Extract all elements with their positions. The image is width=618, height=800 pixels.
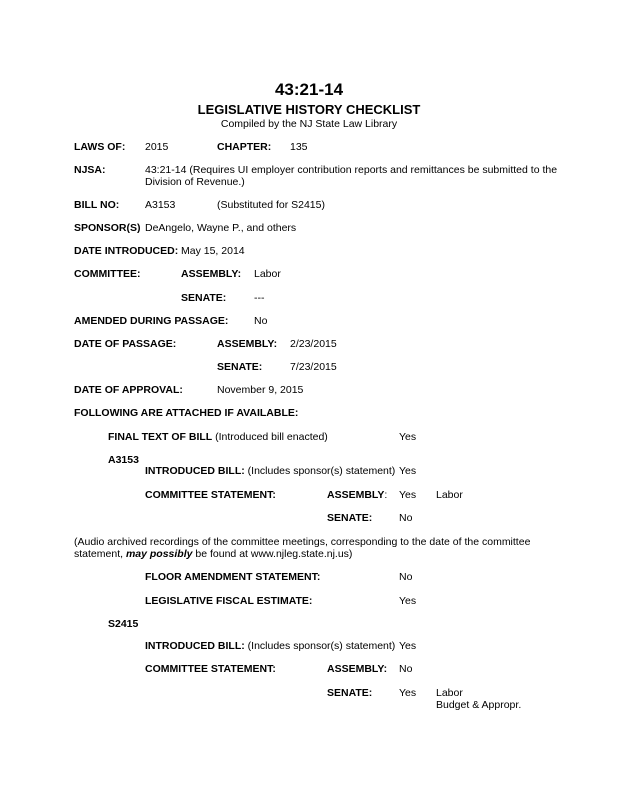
document-title: LEGISLATIVE HISTORY CHECKLIST	[197, 102, 421, 117]
committee-assembly-label: ASSEMBLY:	[181, 268, 242, 280]
a3153-assembly-value: Yes	[399, 489, 417, 501]
passage-label: DATE OF PASSAGE:	[74, 338, 177, 350]
fiscal-estimate-value: Yes	[399, 595, 417, 607]
a3153-committee-stmt-label: COMMITTEE STATEMENT:	[145, 489, 276, 501]
s2415-senate-value: Yes	[399, 687, 417, 699]
audio-note-pre: statement,	[74, 548, 126, 560]
date-introduced-value: May 15, 2014	[181, 245, 245, 257]
s2415-introduced-label: INTRODUCED BILL:	[145, 640, 245, 652]
sponsors-value: DeAngelo, Wayne P., and others	[145, 222, 297, 234]
bill-no-label: BILL NO:	[74, 199, 120, 211]
floor-amendment-value: No	[399, 571, 413, 583]
audio-note-post: be found at www.njleg.state.nj.us)	[192, 548, 353, 560]
a3153-assembly-colon: :	[384, 489, 388, 501]
committee-senate-value: ---	[254, 292, 265, 304]
committee-senate-label: SENATE:	[181, 292, 227, 304]
chapter-value: 135	[290, 141, 308, 153]
statute-number: 43:21-14	[274, 80, 344, 99]
chapter-label: CHAPTER:	[217, 141, 272, 153]
passage-senate-label: SENATE:	[217, 361, 263, 373]
bill-substituted: (Substituted for S2415)	[217, 199, 325, 211]
a3153-introduced-value: Yes	[399, 465, 417, 477]
a3153-senate-label: SENATE:	[327, 512, 373, 524]
audio-note-em: may possibly	[125, 548, 193, 560]
a3153-introduced-label: INTRODUCED BILL:	[145, 465, 245, 477]
njsa-text-line1: 43:21-14 (Requires UI employer contribution reports and remittances be submitted to the	[145, 164, 558, 176]
sponsors-label: SPONSOR(S)	[74, 222, 141, 234]
a3153-senate-value: No	[399, 512, 413, 524]
approval-value: November 9, 2015	[217, 384, 304, 396]
njsa-label: NJSA:	[74, 164, 106, 176]
laws-of-year: 2015	[145, 141, 169, 153]
passage-senate-value: 7/23/2015	[290, 361, 337, 373]
s2415-senate-committee-2: Budget & Appropr.	[436, 699, 522, 711]
laws-of-label: LAWS OF:	[74, 141, 126, 153]
fiscal-estimate-label: LEGISLATIVE FISCAL ESTIMATE:	[145, 595, 313, 607]
committee-assembly-value: Labor	[254, 268, 281, 280]
audio-note-line2	[74, 548, 352, 561]
attached-heading: FOLLOWING ARE ATTACHED IF AVAILABLE:	[74, 407, 299, 419]
s2415-introduced-value: Yes	[399, 640, 417, 652]
s2415-heading: S2415	[108, 618, 139, 630]
amended-value: No	[254, 315, 268, 327]
final-text-value: Yes	[399, 431, 417, 443]
a3153-assembly-label: ASSEMBLY	[327, 489, 385, 501]
passage-assembly-value: 2/23/2015	[290, 338, 337, 350]
final-text-row	[108, 431, 328, 444]
passage-assembly-label: ASSEMBLY:	[217, 338, 278, 350]
floor-amendment-label: FLOOR AMENDMENT STATEMENT:	[145, 571, 321, 583]
approval-label: DATE OF APPROVAL:	[74, 384, 183, 396]
s2415-introduced-note: (Includes sponsor(s) statement)	[244, 640, 396, 652]
committee-label: COMMITTEE:	[74, 268, 141, 280]
compiled-by: Compiled by the NJ State Law Library	[220, 118, 398, 130]
s2415-assembly-label: ASSEMBLY:	[327, 663, 388, 675]
s2415-introduced-row	[145, 640, 395, 653]
s2415-assembly-value: No	[399, 663, 413, 675]
a3153-heading: A3153	[108, 454, 139, 466]
a3153-assembly-row	[327, 489, 387, 502]
final-text-note: (Introduced bill enacted)	[212, 431, 328, 443]
date-introduced-label: DATE INTRODUCED:	[74, 245, 179, 257]
bill-no-value: A3153	[145, 199, 176, 211]
s2415-committee-stmt-label: COMMITTEE STATEMENT:	[145, 663, 276, 675]
a3153-introduced-row	[145, 465, 395, 478]
a3153-introduced-note: (Includes sponsor(s) statement)	[244, 465, 396, 477]
s2415-senate-label: SENATE:	[327, 687, 373, 699]
final-text-label: FINAL TEXT OF BILL	[108, 431, 213, 443]
s2415-senate-committee-1: Labor	[436, 687, 463, 699]
audio-note-line1: (Audio archived recordings of the committee meetings, corresponding to the date of the committee	[74, 536, 531, 548]
a3153-assembly-committee: Labor	[436, 489, 463, 501]
njsa-text-line2: Division of Revenue.)	[145, 176, 245, 188]
amended-label: AMENDED DURING PASSAGE:	[74, 315, 229, 327]
